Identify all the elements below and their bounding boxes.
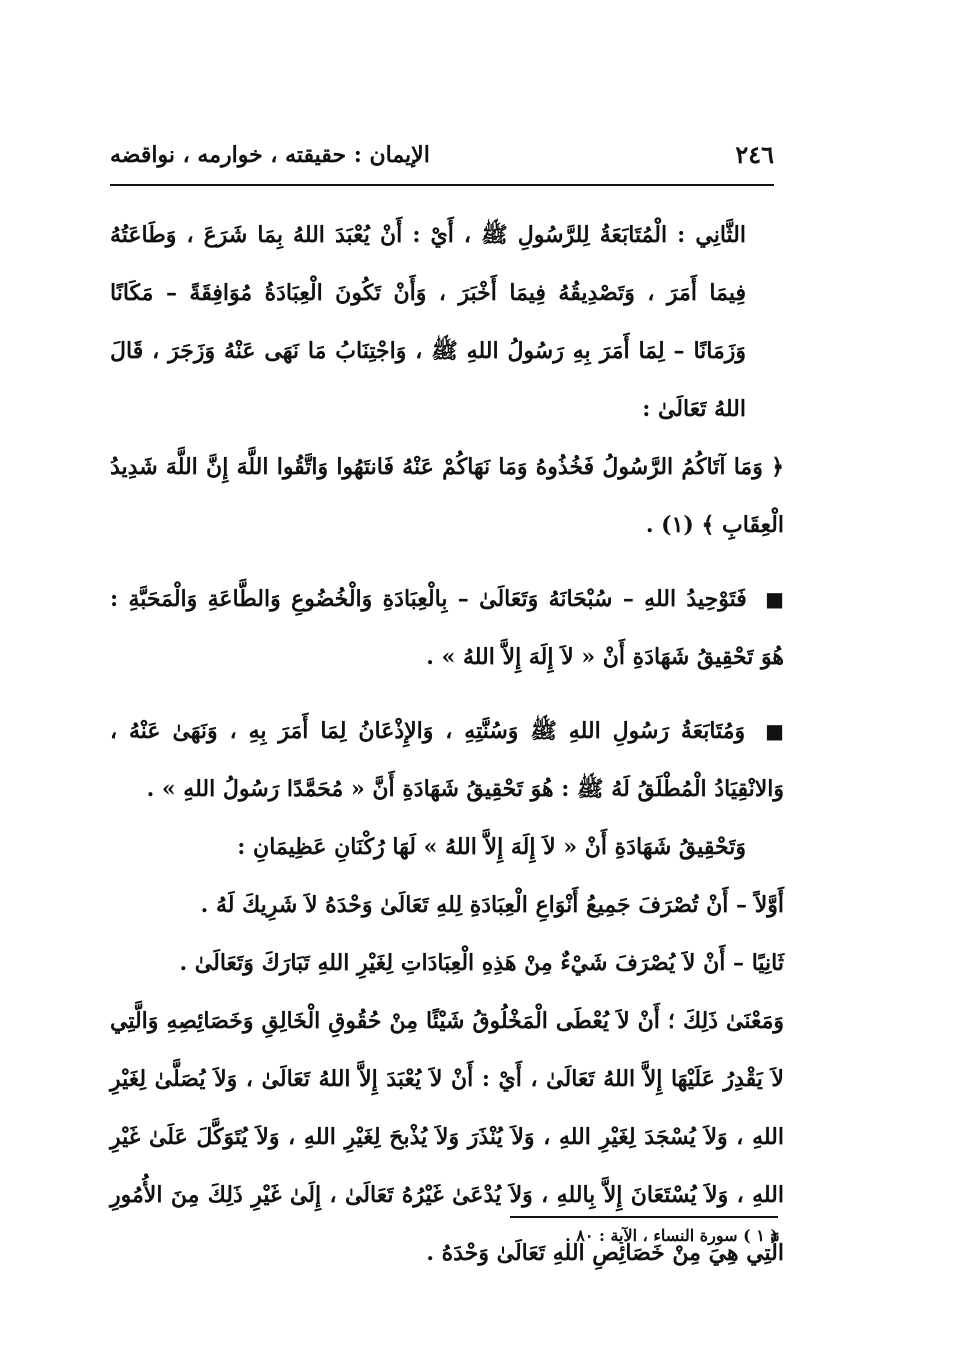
paragraph: [110, 570, 784, 686]
paragraph: [110, 702, 784, 818]
text-line: ﴿ وَمَا آتَاكُمُ الرَّسُولُ فَخُذُوهُ وَمَا نَهَاكُمْ عَنْهُ فَانتَهُوا وَاتَّقُوا اللَّهَ إِنَّ: [206, 454, 784, 480]
bullet-square-icon: ■: [765, 719, 784, 743]
bullet-square-icon: ■: [765, 587, 784, 611]
text-line: الثَّانِي : الْمُتَابَعَةُ لِلرَّسُولِ ﷺ ، أَيْ : أَنْ يُعْبَدَ اللهُ بِمَا شَرَعَ ، وَطَاعَتُهُ: [110, 222, 746, 248]
paragraph: [110, 818, 784, 876]
main-text: [110, 206, 784, 1282]
quran-verse: [110, 438, 784, 554]
text-line: وَالانْقِيَادُ الْمُطْلَقُ لَهُ ﷺ : هُوَ تَحْقِيقُ شَهَادَةِ أَنَّ « مُحَمَّدًا رَسُولُ اللهِ » .: [146, 776, 784, 802]
paragraph: [110, 206, 784, 438]
footnote: ( ١ ) سورة النساء ، الآية : ٨٠ .: [565, 1226, 778, 1245]
footnote-rule: [510, 1216, 778, 1218]
text-line: أَوَّلاً – أَنْ تُصْرَفَ جَمِيعُ أَنْوَاعِ الْعِبَادَةِ لِلهِ تَعَالَىٰ وَحْدَهُ لاَ شَرِيكَ لَهُ .: [200, 892, 784, 918]
text-line: لِمَا أَمَرَ بِهِ رَسُولُ اللهِ ﷺ ، وَاجْتِنَابُ مَا نَهَى عَنْهُ وَزَجَرَ ، قَالَ اللهُ تَعَالَىٰ :: [110, 338, 746, 422]
page-number: ٢٤٦: [735, 140, 774, 169]
header-rule: [110, 184, 774, 186]
paragraph: [110, 876, 784, 934]
text-line: إِلَىٰ غَيْرِ ذَلِكَ مِنَ الأُمُورِ الَّتِي هِيَ مِنْ خَصَائِصِ اللهِ تَعَالَىٰ وَحْدَهُ .: [110, 1182, 784, 1266]
page-header: [110, 140, 774, 180]
paragraph: [110, 934, 784, 992]
text-line: وَتَحْقِيقُ شَهَادَةِ أَنْ « لاَ إِلَهَ إِلاَّ اللهُ » لَهَا رُكْنَانِ عَظِيمَانِ :: [237, 834, 746, 860]
text-line: اللَّهَ شَدِيدُ الْعِقَابِ ﴾ (١) .: [110, 454, 784, 538]
text-line: ثَانِيًا – أَنْ لاَ يُصْرَفَ شَيْءٌ مِنْ هَذِهِ الْعِبَادَاتِ لِغَيْرِ اللهِ تَبَارَكَ وَتَعَالَىٰ .: [179, 950, 784, 976]
text-line: تَعَالَىٰ ، وَلاَ يُصَلَّىٰ لِغَيْرِ اللهِ ، وَلاَ يُسْجَدَ لِغَيْرِ اللهِ ، وَلاَ يُنْذَرَ وَلاَ يُذْبحَ لِغَيْرِ: [110, 1066, 784, 1150]
text-line: وَالْمَحَبَّةِ : هُوَ تَحْقِيقُ شَهَادَةِ أَنْ « لاَ إِلَهَ إِلاَّ اللهُ » .: [110, 586, 784, 670]
text-line: وَمُتَابَعَةُ رَسُولِ اللهِ ﷺ وَسُنَّتِهِ ، وَالإِذْعَانُ لِمَا أَمَرَ بِهِ ، وَنَهَىٰ عَنْهُ ،: [110, 718, 746, 744]
text-line: فَتَوْحِيدُ اللهِ – سُبْحَانَهُ وَتَعَالَىٰ – بِالْعِبَادَةِ وَالْخُضُوعِ وَالطَّاعَةِ: [207, 586, 747, 612]
text-line: فِيمَا أَمَرَ ، وَتَصْدِيقُهُ فِيمَا أَخْبَرَ ، وَأَنْ تَكُونَ الْعِبَادَةُ مُوَافِقَةً – مَكَانًا وَزَمَانًا –: [110, 280, 747, 364]
running-title: الإيمان : حقيقته ، خوارمه ، نواقضه: [110, 142, 430, 168]
text-line: وَمَعْنَىٰ ذَلِكَ ؛ أَنْ لاَ يُعْطَى الْمَخْلُوقُ شَيْئًا مِنْ حُقُوقِ الْخَالِقِ: [261, 1008, 785, 1034]
text-line: اللهِ ، وَلاَ يُتَوَكَّلَ عَلَىٰ غَيْرِ اللهِ ، وَلاَ يُسْتَعَانَ إِلاَّ بِاللهِ ، وَلاَ يُدْعَىٰ غَيْرُهُ تَعَالَىٰ ،: [110, 1124, 784, 1208]
text-line: وَخَصَائِصِهِ وَالَّتِي لاَ يَقْدِرُ عَلَيْهَا إِلاَّ اللهُ تَعَالَىٰ ، أَيْ : أَنْ لاَ يُعْبَدَ إِلاَّ اللهُ: [110, 1008, 784, 1092]
